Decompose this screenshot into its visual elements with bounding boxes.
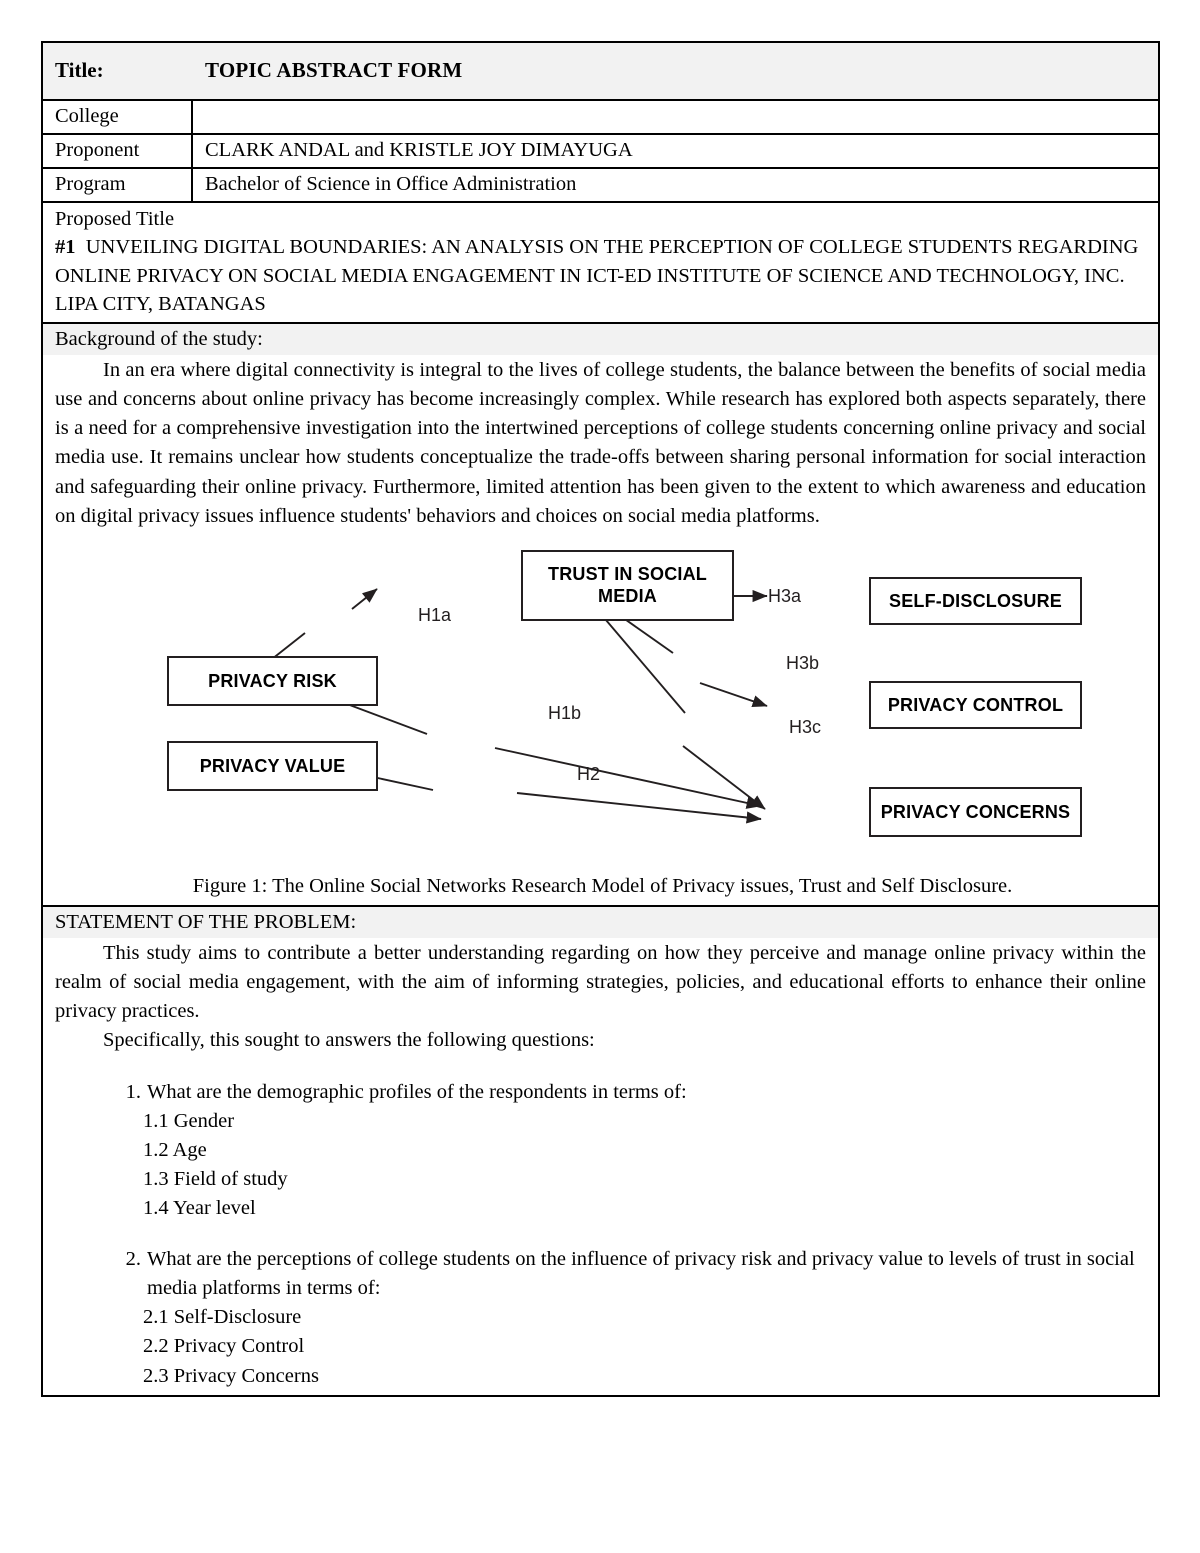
list-item (55, 1245, 1150, 1391)
form-title-cell (42, 42, 1159, 100)
background-paragraph: In an era where digital connectivity is integral to the lives of college students, the balance between the benefits of social media use and concerns about online privacy has become increasingly complex. While research has explored both aspects separately, there is a need for a comprehensive investigation into the intertwined perceptions of college students concerning online privacy and social media use. It remains unclear how students conceptualize the trade-offs between sharing personal information for social interaction and safeguarding their online privacy. Furthermore, limited attention has been given to the extent to which awareness and education on digital privacy issues influence students' behaviors and choices on social media platforms. (55, 359, 1146, 527)
question-subitem: 1.2 Age (143, 1138, 207, 1161)
diagram-label-h3b: H3b (786, 652, 820, 673)
diagram-box-privacy-concerns: PRIVACY CONCERNS (869, 787, 1082, 837)
question-subitem: 2.3 Privacy Concerns (143, 1364, 319, 1387)
program-label: Program (42, 168, 192, 202)
topic-abstract-form-table (41, 41, 1160, 1397)
diagram-box-trust-in-social-media: TRUST IN SOCIAL MEDIA (521, 550, 734, 621)
question-subitem: 2.1 Self-Disclosure (143, 1306, 302, 1329)
diagram-label-h3c: H3c (789, 716, 822, 737)
question-number: 1. (125, 1080, 141, 1103)
question-text: What are the demographic profiles of the respondents in terms of: (147, 1080, 687, 1103)
question-subitem: 1.1 Gender (143, 1109, 235, 1132)
proposed-title-label: Proposed Title (55, 208, 175, 230)
arrow-h1b-seg2 (495, 748, 761, 806)
question-text: What are the perceptions of college students on the influence of privacy risk and privacy value to levels of trust in social media platforms in terms of: (147, 1248, 1135, 1300)
statement-heading: STATEMENT OF THE PROBLEM: (43, 907, 1158, 938)
proponent-label: Proponent (42, 134, 192, 168)
statement-paragraph: This study aims to contribute a better understanding regarding on how they perceive and manage online privacy within the realm of social media engagement, with the aim of informing strategies, policies, and educational efforts to enhance their online privacy practices. (55, 942, 1146, 1023)
form-title-row (42, 42, 1159, 100)
diagram-label-h2: H2 (577, 763, 601, 784)
background-cell (42, 323, 1159, 906)
figure-caption: Figure 1: The Online Social Networks Research Model of Privacy issues, Trust and Self Disclosure. (192, 874, 1013, 897)
research-model-diagram (55, 541, 1145, 871)
table-row-background (42, 323, 1159, 906)
list-item (55, 1078, 1150, 1224)
diagram-box-privacy-control: PRIVACY CONTROL (869, 681, 1082, 729)
college-label: College (42, 100, 192, 134)
proposed-title-number: #1 (55, 236, 76, 259)
statement-cell (42, 906, 1159, 1396)
table-row-statement-of-problem (42, 906, 1159, 1396)
proponent-value[interactable]: CLARK ANDAL and KRISTLE JOY DIMAYUGA (192, 134, 1159, 168)
statement-lead-in: Specifically, this sought to answers the following questions: (103, 1029, 595, 1052)
college-value[interactable] (192, 100, 1159, 134)
table-row-program (42, 168, 1159, 202)
question-subitem: 1.4 Year level (143, 1196, 256, 1219)
question-number: 2. (125, 1248, 141, 1271)
title-label: Title: (55, 58, 104, 83)
diagram-label-h3a: H3a (768, 585, 802, 606)
diagram-box-privacy-risk: PRIVACY RISK (167, 656, 378, 706)
arrow-h1a-seg2 (352, 589, 377, 609)
question-subitem: 2.2 Privacy Control (143, 1335, 305, 1358)
proposed-title-line (55, 233, 1150, 318)
diagram-box-self-disclosure: SELF-DISCLOSURE (869, 577, 1082, 625)
proposed-title-text: UNVEILING DIGITAL BOUNDARIES: AN ANALYSIS ON THE PERCEPTION OF COLLEGE STUDENTS REGARDING ONLINE PRIVACY ON SOCIAL MEDIA ENGAGEMENT IN ICT-ED INSTITUTE OF SCIENCE AND TECHNOLOGY, INC. LIPA CITY, BATANGAS (55, 236, 1139, 315)
table-row-proponent (42, 134, 1159, 168)
arrow-h2-seg2 (517, 793, 761, 819)
diagram-label-h1a: H1a (418, 604, 452, 625)
table-row-college (42, 100, 1159, 134)
question-subitem: 1.3 Field of study (143, 1167, 288, 1190)
table-row-proposed-title (42, 202, 1159, 323)
diagram-box-privacy-value: PRIVACY VALUE (167, 741, 378, 791)
arrow-h3b-seg2 (700, 683, 767, 706)
diagram-label-h1b: H1b (548, 702, 582, 723)
proposed-title-cell (42, 202, 1159, 323)
form-title-text: TOPIC ABSTRACT FORM (205, 58, 463, 83)
background-heading: Background of the study: (43, 324, 1158, 355)
question-list (55, 1078, 1150, 1391)
arrow-h3c-seg2 (683, 746, 765, 809)
program-value[interactable]: Bachelor of Science in Office Administration (192, 168, 1159, 202)
